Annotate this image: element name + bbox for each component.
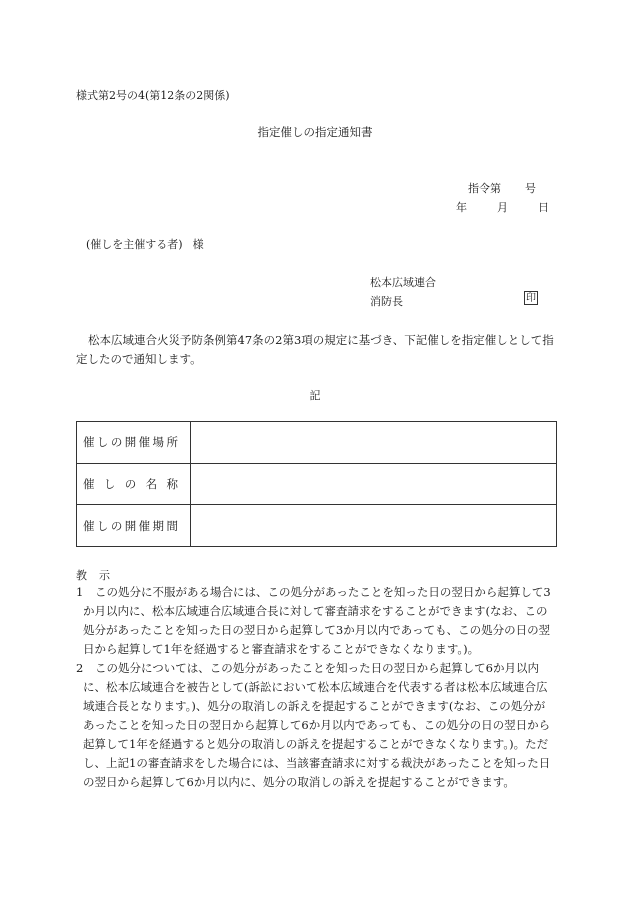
issue-date	[456, 199, 549, 215]
recipient-name: (催しを主催する者)	[86, 238, 183, 251]
instructions-heading	[76, 567, 110, 583]
body-text: 松本広域連合火災予防条例第47条の2第3項の規定に基づき、下記催しを指定催しとして指定したので通知します。	[76, 333, 554, 366]
label-venue: 催 し の 開 催 場 所	[83, 435, 178, 450]
document-number-prefix: 指令第	[468, 182, 501, 195]
notice-label: 記	[309, 389, 321, 402]
table-value-cell	[191, 463, 557, 505]
table-row	[77, 463, 557, 505]
instructions-heading-a: 教	[76, 569, 87, 582]
issuer-organization: 松本広域連合	[370, 276, 436, 289]
instruction-text: この処分については、この処分があったことを知った日の翌日から起算して6か月以内に、松本広域連合を被告として(訴訟において松本広域連合を代表する者は松本広域連合広域連合長となります。)、処分の取消しの訴えを提起することができます(なお、この処分があったことを知った日の翌日から起算して6か月以内であっても、この処分の日の翌日から起算して1年を経過すると処分の取消しの訴えを提起することができなくなります。)。ただし、上記1の審査請求をした場合には、当該審査請求に対する裁決があったことを知った日の翌日から起算して6か月以内に、処分の取消しの訴えを提起することができます。	[83, 661, 551, 789]
date-day: 日	[538, 201, 549, 214]
instruction-number: 2	[76, 661, 84, 675]
seal-mark: 印	[526, 293, 536, 304]
table-label-cell	[77, 463, 191, 505]
instruction-item	[76, 583, 556, 659]
table-value-cell	[191, 505, 557, 547]
date-month: 月	[497, 201, 508, 214]
instruction-number: 1	[76, 585, 84, 599]
issuer-title: 消防長	[370, 295, 403, 308]
label-event-period: 催 し の 開 催 期 間	[83, 518, 178, 533]
instructions-heading-b: 示	[99, 569, 110, 582]
document-number-suffix: 号	[525, 182, 536, 195]
instruction-item	[76, 659, 556, 792]
instruction-text: この処分に不服がある場合には、この処分があったことを知った日の翌日から起算して3か月以内に、松本広域連合広域連合長に対して審査請求をすることができます(なお、この処分があったことを知った日の翌日から起算して3か月以内であっても、この処分の日の翌日から起算して1年を経過すると審査請求をすることができなくなります。)。	[83, 585, 551, 656]
document-number	[468, 180, 536, 196]
document-title: 指定催しの指定通知書	[257, 125, 373, 139]
table-row	[77, 422, 557, 464]
info-table	[76, 421, 557, 547]
table-row	[77, 505, 557, 547]
recipient	[86, 236, 204, 252]
table-value-cell	[191, 422, 557, 464]
form-label: 様式第2号の4(第12条の2関係)	[76, 89, 230, 102]
date-year: 年	[456, 201, 467, 214]
recipient-honorific: 様	[192, 238, 204, 251]
label-event-name: 催 し の 名 称	[83, 476, 178, 491]
table-label-cell	[77, 505, 191, 547]
table-label-cell	[77, 422, 191, 464]
